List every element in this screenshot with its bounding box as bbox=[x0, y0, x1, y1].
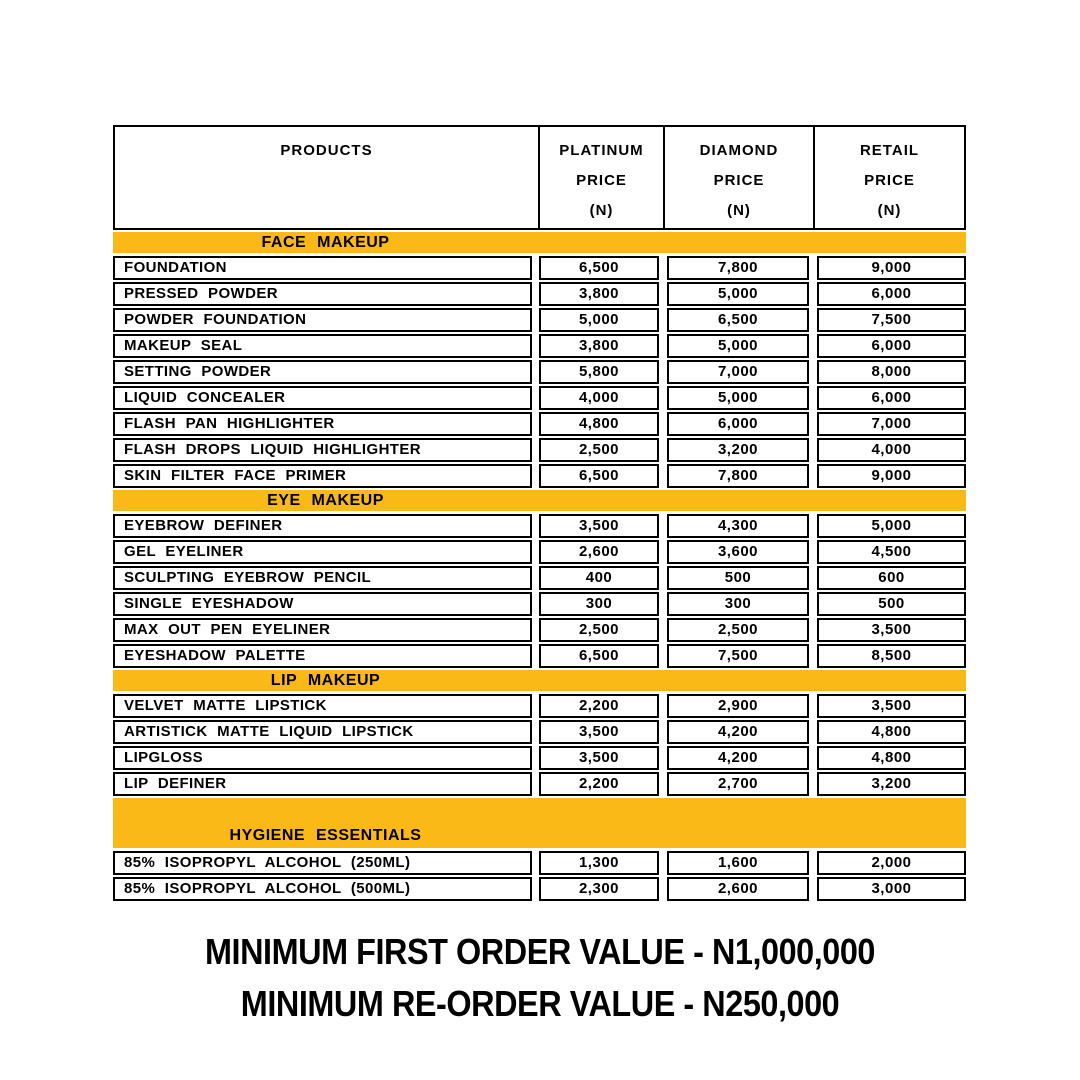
table-row bbox=[113, 877, 966, 901]
retail-price-cell: 3,500 bbox=[817, 618, 966, 642]
platinum-price-cell: 6,500 bbox=[539, 256, 659, 280]
header-line: (N) bbox=[877, 202, 902, 219]
table-row bbox=[113, 746, 966, 770]
diamond-price-cell: 1,600 bbox=[667, 851, 809, 875]
table-row bbox=[113, 540, 966, 564]
table-row bbox=[113, 282, 966, 306]
product-name-cell: LIP DEFINER bbox=[113, 772, 532, 796]
retail-price-cell: 4,800 bbox=[817, 746, 966, 770]
product-name-cell: PRESSED POWDER bbox=[113, 282, 532, 306]
product-name-cell: SKIN FILTER FACE PRIMER bbox=[113, 464, 532, 488]
retail-price-cell: 5,000 bbox=[817, 514, 966, 538]
diamond-price-cell: 2,500 bbox=[667, 618, 809, 642]
diamond-price-cell: 3,600 bbox=[667, 540, 809, 564]
product-name-cell: MAX OUT PEN EYELINER bbox=[113, 618, 532, 642]
product-name-cell: MAKEUP SEAL bbox=[113, 334, 532, 358]
diamond-price-cell: 500 bbox=[667, 566, 809, 590]
product-name-cell: FOUNDATION bbox=[113, 256, 532, 280]
diamond-price-cell: 5,000 bbox=[667, 282, 809, 306]
diamond-price-cell: 2,700 bbox=[667, 772, 809, 796]
product-name-cell: ARTISTICK MATTE LIQUID LIPSTICK bbox=[113, 720, 532, 744]
retail-price-cell: 7,500 bbox=[817, 308, 966, 332]
platinum-price-cell: 6,500 bbox=[539, 644, 659, 668]
header-line: PRICE bbox=[576, 172, 627, 189]
table-row bbox=[113, 386, 966, 410]
minimum-first-order-line: MINIMUM FIRST ORDER VALUE - N1,000,000 bbox=[204, 931, 875, 972]
section-banner-face-makeup bbox=[113, 232, 966, 253]
retail-price-cell: 7,000 bbox=[817, 412, 966, 436]
product-name-cell: LIQUID CONCEALER bbox=[113, 386, 532, 410]
table-header-row bbox=[113, 125, 966, 230]
column-header-diamond-price bbox=[663, 127, 813, 228]
retail-price-cell: 6,000 bbox=[817, 386, 966, 410]
diamond-price-cell: 2,600 bbox=[667, 877, 809, 901]
platinum-price-cell: 5,000 bbox=[539, 308, 659, 332]
table-row bbox=[113, 644, 966, 668]
platinum-price-cell: 2,200 bbox=[539, 694, 659, 718]
order-value-footer bbox=[0, 926, 1080, 1030]
platinum-price-cell: 3,500 bbox=[539, 720, 659, 744]
table-row bbox=[113, 772, 966, 796]
retail-price-cell: 6,000 bbox=[817, 334, 966, 358]
table-row bbox=[113, 851, 966, 875]
minimum-reorder-line: MINIMUM RE-ORDER VALUE - N250,000 bbox=[240, 983, 840, 1024]
retail-price-cell: 4,800 bbox=[817, 720, 966, 744]
retail-price-cell: 3,200 bbox=[817, 772, 966, 796]
table-row bbox=[113, 592, 966, 616]
retail-price-cell: 3,500 bbox=[817, 694, 966, 718]
product-name-cell: EYESHADOW PALETTE bbox=[113, 644, 532, 668]
retail-price-cell: 2,000 bbox=[817, 851, 966, 875]
header-line: PLATINUM bbox=[559, 142, 644, 159]
table-row bbox=[113, 360, 966, 384]
platinum-price-cell: 1,300 bbox=[539, 851, 659, 875]
product-name-cell: LIPGLOSS bbox=[113, 746, 532, 770]
retail-price-cell: 600 bbox=[817, 566, 966, 590]
product-name-cell: SETTING POWDER bbox=[113, 360, 532, 384]
header-line: RETAIL bbox=[859, 142, 920, 159]
platinum-price-cell: 300 bbox=[539, 592, 659, 616]
diamond-price-cell: 7,800 bbox=[667, 256, 809, 280]
section-title: HYGIENE ESSENTIALS bbox=[229, 827, 422, 844]
table-row bbox=[113, 256, 966, 280]
platinum-price-cell: 400 bbox=[539, 566, 659, 590]
platinum-price-cell: 2,500 bbox=[539, 438, 659, 462]
header-line: (N) bbox=[589, 202, 614, 219]
platinum-price-cell: 4,800 bbox=[539, 412, 659, 436]
table-row bbox=[113, 694, 966, 718]
diamond-price-cell: 3,200 bbox=[667, 438, 809, 462]
column-header-retail-price bbox=[813, 127, 964, 228]
retail-price-cell: 4,000 bbox=[817, 438, 966, 462]
diamond-price-cell: 2,900 bbox=[667, 694, 809, 718]
diamond-price-cell: 5,000 bbox=[667, 334, 809, 358]
product-name-cell: EYEBROW DEFINER bbox=[113, 514, 532, 538]
diamond-price-cell: 7,500 bbox=[667, 644, 809, 668]
diamond-price-cell: 5,000 bbox=[667, 386, 809, 410]
table-row bbox=[113, 566, 966, 590]
platinum-price-cell: 2,600 bbox=[539, 540, 659, 564]
price-table bbox=[113, 125, 966, 903]
table-row bbox=[113, 618, 966, 642]
section-title: LIP MAKEUP bbox=[270, 671, 381, 689]
platinum-price-cell: 3,500 bbox=[539, 746, 659, 770]
platinum-price-cell: 4,000 bbox=[539, 386, 659, 410]
table-row bbox=[113, 514, 966, 538]
retail-price-cell: 9,000 bbox=[817, 256, 966, 280]
section-banner-lip-makeup bbox=[113, 670, 966, 691]
platinum-price-cell: 3,800 bbox=[539, 282, 659, 306]
platinum-price-cell: 5,800 bbox=[539, 360, 659, 384]
retail-price-cell: 4,500 bbox=[817, 540, 966, 564]
platinum-price-cell: 2,500 bbox=[539, 618, 659, 642]
diamond-price-cell: 7,800 bbox=[667, 464, 809, 488]
diamond-price-cell: 7,000 bbox=[667, 360, 809, 384]
product-name-cell: FLASH DROPS LIQUID HIGHLIGHTER bbox=[113, 438, 532, 462]
product-name-cell: 85% ISOPROPYL ALCOHOL (500ML) bbox=[113, 877, 532, 901]
header-line: (N) bbox=[727, 202, 751, 219]
product-name-cell: SCULPTING EYEBROW PENCIL bbox=[113, 566, 532, 590]
section-banner-eye-makeup bbox=[113, 490, 966, 511]
table-row bbox=[113, 720, 966, 744]
retail-price-cell: 500 bbox=[817, 592, 966, 616]
table-row bbox=[113, 438, 966, 462]
header-line: DIAMOND bbox=[699, 142, 779, 159]
table-row bbox=[113, 412, 966, 436]
table-row bbox=[113, 464, 966, 488]
column-header-products: PRODUCTS bbox=[280, 142, 373, 159]
product-name-cell: VELVET MATTE LIPSTICK bbox=[113, 694, 532, 718]
header-line: PRICE bbox=[713, 172, 765, 189]
product-name-cell: 85% ISOPROPYL ALCOHOL (250ML) bbox=[113, 851, 532, 875]
section-title: FACE MAKEUP bbox=[261, 233, 390, 251]
header-line: PRICE bbox=[864, 172, 915, 189]
product-name-cell: POWDER FOUNDATION bbox=[113, 308, 532, 332]
platinum-price-cell: 3,800 bbox=[539, 334, 659, 358]
retail-price-cell: 9,000 bbox=[817, 464, 966, 488]
diamond-price-cell: 4,200 bbox=[667, 746, 809, 770]
diamond-price-cell: 300 bbox=[667, 592, 809, 616]
retail-price-cell: 6,000 bbox=[817, 282, 966, 306]
retail-price-cell: 8,000 bbox=[817, 360, 966, 384]
diamond-price-cell: 6,500 bbox=[667, 308, 809, 332]
platinum-price-cell: 2,200 bbox=[539, 772, 659, 796]
table-row bbox=[113, 308, 966, 332]
product-name-cell: FLASH PAN HIGHLIGHTER bbox=[113, 412, 532, 436]
column-header-platinum-price bbox=[538, 127, 663, 228]
retail-price-cell: 3,000 bbox=[817, 877, 966, 901]
product-name-cell: SINGLE EYESHADOW bbox=[113, 592, 532, 616]
section-banner-hygiene-essentials bbox=[113, 798, 966, 848]
platinum-price-cell: 6,500 bbox=[539, 464, 659, 488]
diamond-price-cell: 6,000 bbox=[667, 412, 809, 436]
platinum-price-cell: 3,500 bbox=[539, 514, 659, 538]
table-row bbox=[113, 334, 966, 358]
section-title: EYE MAKEUP bbox=[267, 491, 384, 509]
diamond-price-cell: 4,200 bbox=[667, 720, 809, 744]
retail-price-cell: 8,500 bbox=[817, 644, 966, 668]
platinum-price-cell: 2,300 bbox=[539, 877, 659, 901]
diamond-price-cell: 4,300 bbox=[667, 514, 809, 538]
product-name-cell: GEL EYELINER bbox=[113, 540, 532, 564]
